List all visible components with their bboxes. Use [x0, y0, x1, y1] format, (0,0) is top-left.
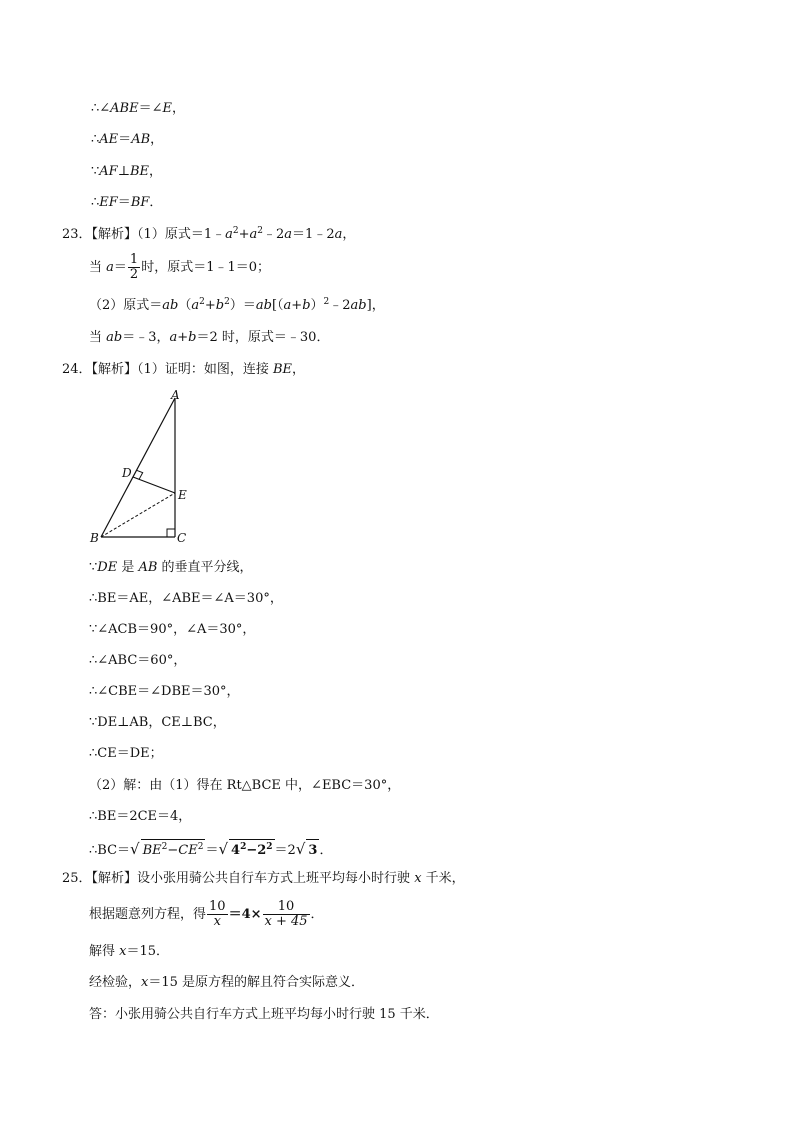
- t: a: [169, 330, 178, 345]
- line-abe-e: [91, 100, 185, 118]
- t: ∴∠: [91, 101, 111, 116]
- t: a: [334, 227, 343, 242]
- t: 2: [224, 297, 230, 307]
- t: ABE: [110, 101, 139, 116]
- q24-s9: ∴BE＝2CE＝4，: [89, 809, 192, 824]
- t: ＝: [118, 132, 132, 147]
- t: BE: [272, 362, 292, 377]
- t: ，: [150, 132, 164, 147]
- t: ﹣2: [263, 227, 285, 242]
- t: +: [291, 298, 303, 313]
- t: ）＝: [229, 298, 256, 313]
- t: −2: [246, 843, 267, 858]
- line-ef-bf: [91, 194, 162, 212]
- t: +: [204, 298, 216, 313]
- q25-line5: 答：小张用骑公共自行车方式上班平均每小时行驶 15 千米．: [89, 1007, 439, 1022]
- t: 解得: [89, 944, 120, 959]
- t: ．: [149, 195, 163, 210]
- label-b: B: [90, 531, 99, 545]
- t: 根据题意列方程，得: [89, 907, 207, 922]
- t: a: [191, 298, 200, 313]
- t: ＝: [113, 260, 127, 275]
- q23-line4: [89, 329, 329, 347]
- t: a: [283, 298, 292, 313]
- t: ]，: [366, 298, 385, 313]
- q24-s5: ∴∠CBE＝∠DBE＝30°，: [89, 684, 240, 699]
- t: a: [106, 260, 114, 275]
- line-af-be: [91, 163, 162, 181]
- t: 10: [209, 899, 226, 914]
- t: 2: [240, 842, 247, 852]
- t: E: [162, 101, 173, 116]
- t: b: [215, 298, 225, 313]
- q24-s8: （2）解：由（1）得在 Rt△BCE 中，∠EBC＝30°，: [89, 778, 401, 793]
- side-ab: [101, 398, 175, 537]
- label-e: E: [178, 488, 187, 502]
- q24-s7: ∴CE＝DE；: [89, 746, 163, 761]
- t: ∵: [91, 164, 100, 179]
- q23-line3: [89, 297, 385, 315]
- t: b: [188, 330, 197, 345]
- t: ab: [106, 330, 123, 345]
- t: （2）原式＝: [89, 298, 163, 313]
- t: 2: [323, 297, 330, 307]
- t: 25．【解析】设小张用骑公共自行车方式上班平均每小时行驶: [62, 871, 415, 886]
- t: 2: [199, 297, 205, 307]
- q25-line2: [89, 898, 324, 932]
- fraction-10-x: [207, 900, 228, 929]
- t: 2: [161, 842, 168, 852]
- t: 2: [266, 842, 273, 852]
- t: a: [249, 227, 258, 242]
- t: ⊥: [117, 164, 130, 179]
- t: AE: [99, 132, 119, 147]
- t: 24．【解析】（1）证明：如图，连接: [62, 362, 273, 377]
- t: ）: [310, 298, 324, 313]
- t: 2: [257, 226, 263, 236]
- t: x: [141, 975, 149, 990]
- fraction-half: [128, 253, 140, 282]
- t: EF: [99, 195, 118, 210]
- q24-s3: ∵∠ACB＝90°，∠A＝30°，: [89, 622, 256, 637]
- t: +: [238, 227, 250, 242]
- t: x + 45: [264, 914, 308, 929]
- t: −CE: [167, 843, 198, 858]
- line-ae-ab: [91, 131, 163, 149]
- t: x: [213, 914, 221, 929]
- t: ab: [350, 298, 367, 313]
- label-c: C: [177, 531, 187, 545]
- t: 1: [129, 252, 139, 267]
- t: ∴BC＝: [89, 843, 131, 858]
- q23-line2: [89, 253, 270, 283]
- q24-s1: [89, 559, 253, 577]
- triangle-figure: [85, 385, 195, 547]
- q25-line1: [62, 870, 465, 888]
- label-a: A: [171, 388, 180, 402]
- t: ＝15．: [126, 944, 170, 959]
- t: 2: [129, 267, 139, 282]
- sqrt-sign: √: [130, 840, 140, 858]
- t: AF: [99, 164, 118, 179]
- t: ＝15 是原方程的解且符合实际意义．: [148, 975, 365, 990]
- q25-line4: [89, 974, 364, 992]
- t: DE: [97, 560, 118, 575]
- t: ，: [148, 164, 162, 179]
- t: ﹣2: [329, 298, 351, 313]
- t: ＝∠: [138, 101, 163, 116]
- t: ab: [255, 298, 272, 313]
- sqrt-body: 3: [306, 839, 319, 862]
- t: AB: [138, 560, 158, 575]
- t: ∴: [91, 132, 100, 147]
- t: ＝4×: [228, 907, 262, 922]
- t: ．: [310, 907, 324, 922]
- q24-s10: [89, 838, 332, 862]
- t: a: [284, 227, 293, 242]
- t: 当: [89, 330, 107, 345]
- t: ∵: [89, 560, 98, 575]
- right-angle-mark-c: [167, 529, 175, 537]
- t: BE: [129, 164, 149, 179]
- t: 是: [117, 560, 139, 575]
- q25-line3: [89, 943, 169, 961]
- t: [（: [271, 298, 284, 313]
- t: +: [177, 330, 189, 345]
- t: 10: [263, 900, 310, 915]
- fraction-10-x45: [263, 900, 310, 929]
- t: 2: [197, 842, 204, 852]
- t: 的垂直平分线，: [157, 560, 253, 575]
- t: ，: [292, 362, 306, 377]
- t: ＝2 时，原式＝﹣30．: [196, 330, 330, 345]
- t: 千米，: [421, 871, 465, 886]
- sqrt-sign: √: [218, 840, 229, 858]
- t: ＝: [117, 195, 131, 210]
- sqrt-body: [229, 839, 275, 862]
- t: x: [119, 944, 127, 959]
- t: x: [414, 871, 422, 886]
- t: 经检验，: [89, 975, 142, 990]
- t: b: [302, 298, 311, 313]
- t: a: [225, 227, 233, 242]
- t: （: [178, 298, 192, 313]
- t: BF: [130, 195, 150, 210]
- t: ，: [172, 101, 186, 116]
- t: ab: [162, 298, 179, 313]
- q24-s4: ∴∠ABC＝60°，: [89, 653, 187, 668]
- t: 时，原式＝1﹣1＝0；: [141, 260, 271, 275]
- t: BE: [142, 843, 162, 858]
- q24-s6: ∵DE⊥AB，CE⊥BC，: [89, 715, 226, 730]
- q24-line1: [62, 361, 305, 379]
- t: 当: [89, 260, 107, 275]
- t: ＝1﹣2: [292, 227, 335, 242]
- t: ＝﹣3，: [122, 330, 170, 345]
- q24-s2: ∴BE＝AE，∠ABE＝∠A＝30°，: [89, 591, 283, 606]
- t: ＝: [205, 843, 219, 858]
- t: 23．【解析】（1）原式＝1﹣: [62, 227, 226, 242]
- t: 2: [232, 226, 239, 236]
- sqrt-body: [141, 839, 206, 862]
- sqrt-sign: √: [295, 840, 306, 858]
- t: ＝2: [274, 843, 296, 858]
- right-angle-mark-d: [137, 470, 143, 479]
- t: AB: [131, 132, 151, 147]
- t: 4: [231, 843, 241, 858]
- q23-line1: [62, 226, 355, 244]
- t: ．: [319, 843, 333, 858]
- label-d: D: [122, 466, 132, 480]
- t: ，: [342, 227, 356, 242]
- t: ∴: [91, 195, 100, 210]
